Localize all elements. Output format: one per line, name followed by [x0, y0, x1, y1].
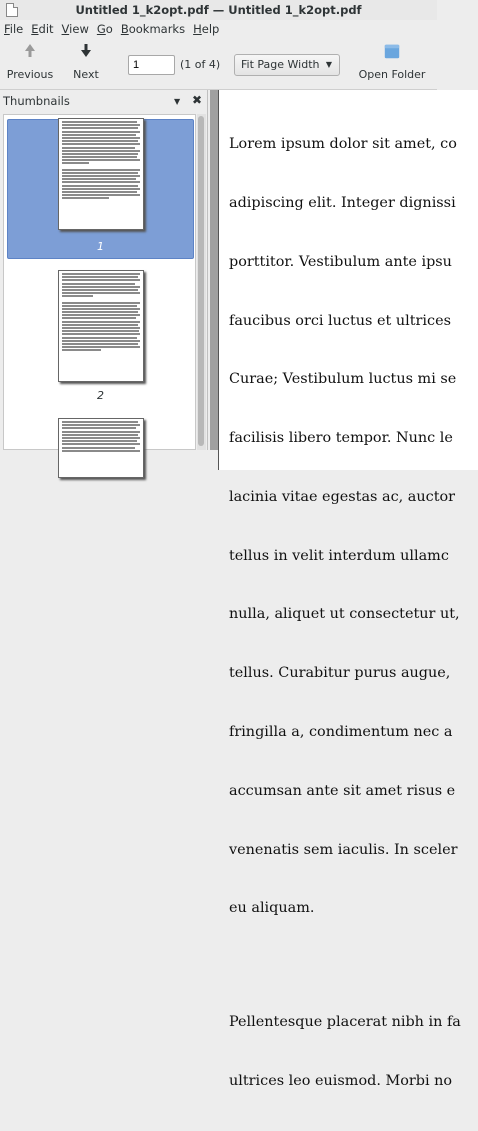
thumbnail-list[interactable] [3, 114, 196, 450]
page-number-input[interactable] [128, 55, 175, 75]
sidebar [0, 90, 208, 450]
document-text-line: facilisis libero tempor. Nunc le [229, 430, 453, 447]
dropdown-arrow-icon: ▼ [325, 60, 332, 69]
open-folder-button[interactable] [352, 42, 432, 81]
document-text-line: Lorem ipsum dolor sit amet, co [229, 136, 457, 153]
zoom-select[interactable] [234, 54, 340, 76]
sidebar-scrollbar-thumb[interactable] [198, 116, 204, 446]
document-text-line: adipiscing elit. Integer dignissi [229, 194, 456, 211]
page-count: (1 of 4) [180, 58, 221, 71]
arrow-up-icon [23, 42, 37, 60]
next-button[interactable] [68, 42, 104, 81]
open-folder-label: Open Folder [358, 68, 426, 81]
document-paragraph-1 [229, 96, 478, 958]
document-text-line: faucibus orci luctus et ultrices [229, 312, 451, 329]
zoom-select-value: Fit Page Width [241, 58, 320, 71]
thumbnail-page-2[interactable] [58, 270, 144, 382]
thumbnail-page-1[interactable] [58, 118, 144, 230]
previous-label: Previous [6, 68, 54, 81]
document-text-line: lacinia vitae egestas ac, auctor [229, 488, 456, 505]
document-text-line: tellus in velit interdum ullamc [229, 547, 449, 564]
folder-icon [382, 42, 402, 60]
window-title: Untitled 1_k2opt.pdf — Untitled 1_k2opt.pdf [75, 3, 362, 17]
document-text-line: venenatis sem iaculis. In sceler [229, 841, 458, 858]
document-text-line: eu aliquam. [229, 900, 315, 917]
menu-help[interactable]: Help [193, 22, 220, 36]
document-text-line: Curae; Vestibulum luctus mi se [229, 371, 457, 388]
document-text-line: nulla, aliquet ut consectetur ut, [229, 606, 460, 623]
menu-edit[interactable]: Edit [31, 22, 54, 36]
menu-file[interactable]: File [4, 22, 24, 36]
menu-bar [0, 20, 437, 38]
previous-button[interactable] [6, 42, 54, 81]
sidebar-title: Thumbnails [3, 94, 70, 108]
document-paragraph-2 [229, 974, 478, 1131]
sidebar-menu-arrow-icon[interactable]: ▼ [174, 97, 181, 106]
next-label: Next [73, 68, 99, 81]
close-icon[interactable]: ✖ [192, 93, 203, 107]
document-page [218, 90, 478, 1090]
document-text-line: porttitor. Vestibulum ante ipsu [229, 253, 452, 270]
menu-bookmarks[interactable]: Bookmarks [120, 22, 186, 36]
document-text-line: fringilla a, condimentum nec a [229, 724, 453, 740]
menu-view[interactable]: View [61, 22, 89, 36]
sidebar-scrollbar[interactable] [197, 114, 206, 450]
document-text-line: Pellentesque placerat nibh in fa [229, 1014, 461, 1031]
arrow-down-icon [79, 42, 93, 60]
document-text-line: accumsan ante sit amet risus e [229, 782, 456, 799]
thumbnail-page-3[interactable] [58, 418, 144, 478]
thumbnail-page-number: 2 [97, 389, 104, 402]
menu-go[interactable]: Go [96, 22, 113, 36]
thumbnail-page-number: 1 [97, 240, 104, 253]
title-bar [0, 0, 437, 20]
document-text-line: ultrices leo euismod. Morbi no [229, 1073, 453, 1090]
document-text-line: tellus. Curabitur purus augue, [229, 665, 451, 682]
document-view[interactable] [210, 90, 461, 1090]
